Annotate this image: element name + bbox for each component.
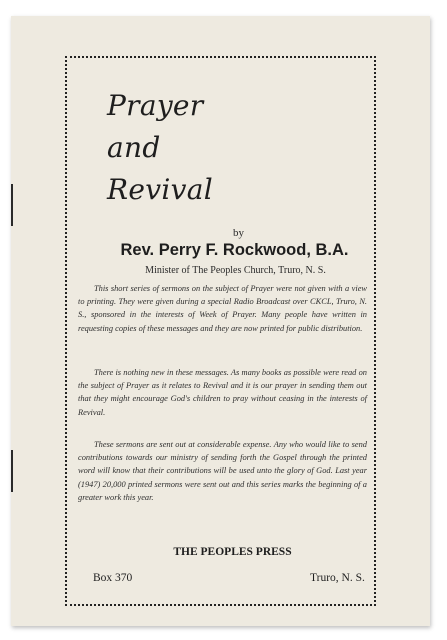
title-line-and: and (107, 131, 161, 164)
staple-bottom (11, 450, 13, 492)
intro-paragraph-2: There is nothing new in these messages. As many books as possible were read on the subject of Prayer as it relates to Revival and it is our prayer in sending them out that they might encourage God's children to pray without ceasing in the interests of Revival. (78, 368, 367, 417)
author-ministry: Minister of The Peoples Church, Truro, N. S. (145, 265, 326, 276)
staple-top (11, 184, 13, 226)
intro-paragraph-3: These sermons are sent out at considerable expense. Any who would like to send contributions towards our ministry of sending forth the Gospel through the printed word will know that their contributions will be used unto the glory of God. Last year (1947) 20,000 printed sermons were sent out and this series marks the beginning of a greater work this year. (78, 440, 367, 502)
publisher-box: Box 370 (93, 572, 133, 584)
booklet-cover (11, 16, 430, 626)
byline: by (233, 227, 244, 239)
publisher-location: Truro, N. S. (310, 572, 365, 584)
intro-paragraph-1: This short series of sermons on the subject of Prayer were not given with a view to printing. They were given during a special Radio Broadcast over CKCL, Truro, N. S., sponsored in the interests of Week of Prayer. Many people have written in requesting copies of these messages and they are now printed for public distribution. (78, 284, 367, 333)
author-name: Rev. Perry F. Rockwood, B.A. (120, 241, 349, 259)
title-line-prayer: Prayer (107, 89, 204, 122)
title-line-revival: Revival (107, 173, 213, 206)
publisher-name: THE PEOPLES PRESS (173, 546, 292, 558)
